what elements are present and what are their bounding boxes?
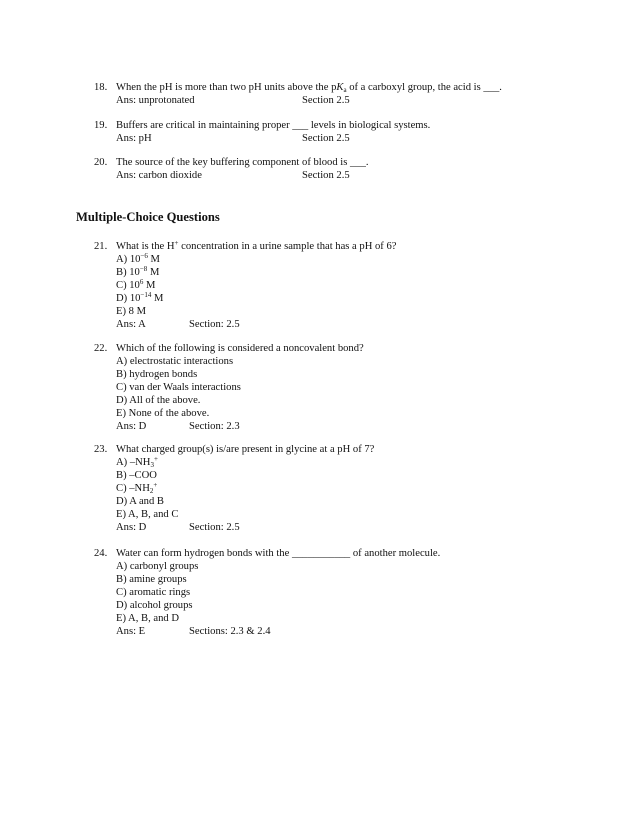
option-d: D) All of the above.	[116, 395, 201, 406]
question-number: 23.	[94, 444, 108, 455]
option-e: E) None of the above.	[116, 408, 210, 419]
question-number: 21.	[94, 241, 108, 252]
answer: Ans: unprotonated	[116, 95, 195, 106]
option-d: D) $10^{-14}$ M	[116, 291, 164, 304]
option-d: D) alcohol groups	[116, 600, 193, 611]
question-text: The source of the key buffering component of blood is ___.	[116, 157, 369, 168]
section-ref: Section: 2.5	[189, 522, 240, 533]
section-ref: Section: 2.5	[189, 319, 240, 330]
option-e: E) A, B, and C	[116, 509, 179, 520]
answer-line	[116, 521, 586, 534]
option-a: A) $-NH_3^+$	[116, 455, 158, 469]
answer: Ans: pH	[116, 133, 152, 144]
question-number: 20.	[94, 157, 108, 168]
question-number: 19.	[94, 120, 108, 131]
question-text: Which of the following is considered a noncovalent bond?	[116, 343, 364, 354]
question-text: Buffers are critical in maintaining proper ___ levels in biological systems.	[116, 120, 431, 131]
option-b: B) –COO	[116, 470, 157, 481]
option-b: B) amine groups	[116, 574, 187, 585]
question-number: 18.	[94, 82, 108, 93]
answer: Ans: D	[116, 421, 147, 432]
option-e: E) A, B, and D	[116, 613, 179, 624]
option-d: D) A and B	[116, 496, 164, 507]
answer: Ans: carbon dioxide	[116, 170, 202, 181]
answer-line	[116, 420, 586, 433]
question-number: 24.	[94, 548, 108, 559]
answer-line	[116, 94, 586, 107]
option-c: C) aromatic rings	[116, 587, 191, 598]
question-text: What is the H+ concentration in a urine sample that has a pH of 6?	[116, 239, 397, 252]
option-c: C) van der Waals interactions	[116, 382, 241, 393]
option-b: B) hydrogen bonds	[116, 369, 198, 380]
answer-line	[116, 169, 586, 182]
option-a: A) $10^{-6}$ M	[116, 252, 160, 265]
answer: Ans: A	[116, 319, 146, 330]
section-ref: Sections: 2.3 & 2.4	[189, 626, 271, 637]
answer: Ans: E	[116, 626, 146, 637]
answer: Ans: D	[116, 522, 147, 533]
section-ref: Section 2.5	[302, 95, 350, 106]
option-e: E) 8 M	[116, 306, 147, 317]
section-ref: Section 2.5	[302, 133, 350, 144]
question-number: 22.	[94, 343, 108, 354]
option-a: A) carbonyl groups	[116, 561, 199, 572]
option-a: A) electrostatic interactions	[116, 356, 234, 367]
option-c: C) $-NH_2^+$	[116, 481, 158, 495]
answer-line	[116, 318, 586, 331]
section-ref: Section: 2.3	[189, 421, 240, 432]
question-text: Water can form hydrogen bonds with the ___________ of another molecule.	[116, 548, 441, 559]
question-text: When the pH is more than two pH units above the $pK_a$ of a carboxyl group, the acid is ___.	[116, 82, 502, 94]
answer-line	[116, 132, 586, 145]
answer-line	[116, 625, 586, 638]
section-ref: Section 2.5	[302, 170, 350, 181]
option-c: C) $10^6$ M	[116, 278, 156, 291]
question-text: What charged group(s) is/are present in glycine at a pH of 7?	[116, 444, 375, 455]
option-b: B) $10^{-8}$ M	[116, 265, 160, 278]
section-heading: Multiple-Choice Questions	[76, 210, 220, 224]
